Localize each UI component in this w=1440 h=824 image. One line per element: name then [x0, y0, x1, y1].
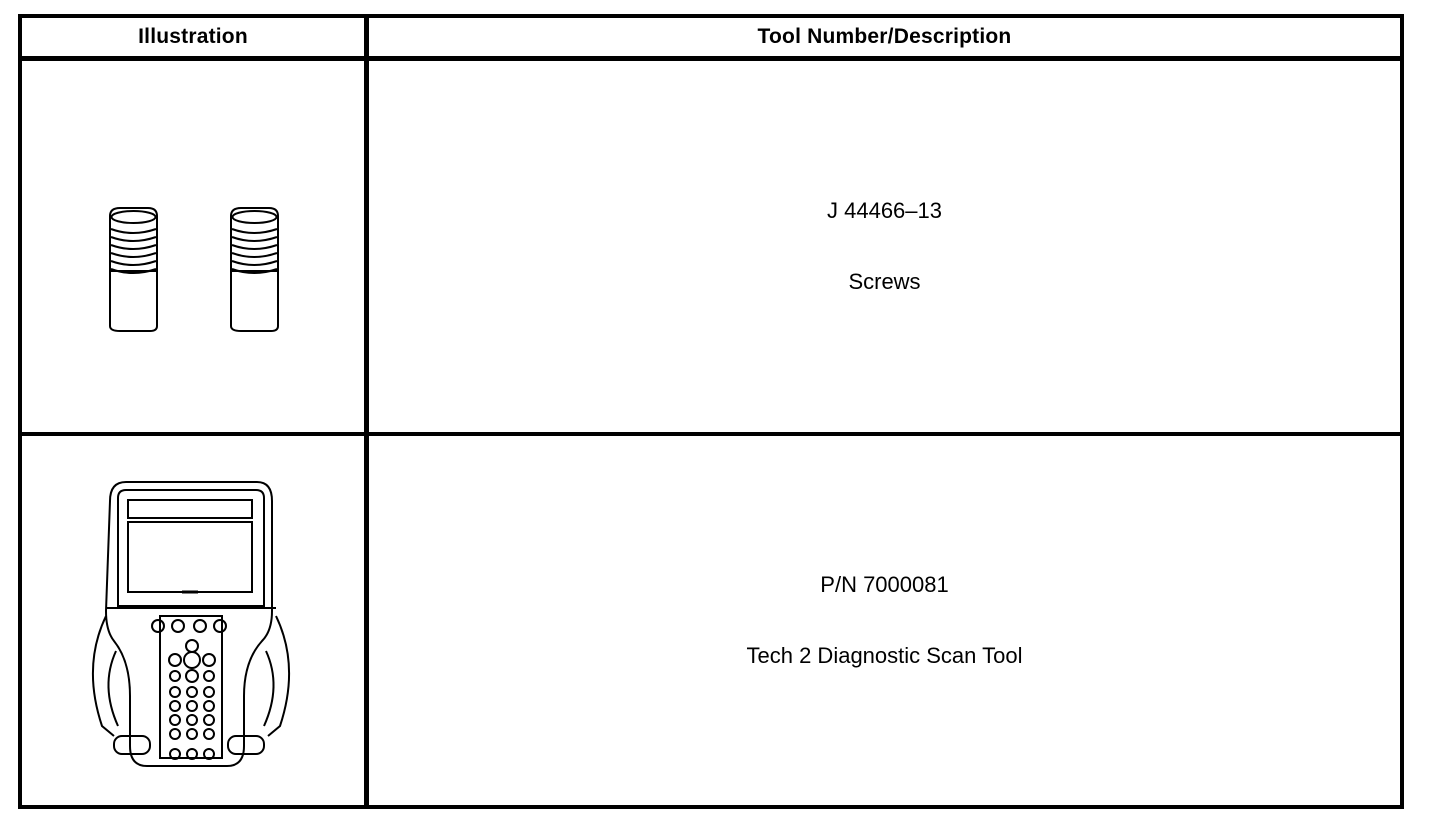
screws-icon — [22, 61, 364, 432]
tool-number-screws: J 44466–13 — [827, 197, 942, 223]
tool-description-scan-tool: Tech 2 Diagnostic Scan Tool — [746, 642, 1023, 668]
header-illustration: Illustration — [138, 25, 248, 48]
illustration-cell-scan-tool — [22, 436, 364, 805]
illustration-cell-screws — [22, 61, 364, 432]
tool-table — [18, 14, 1404, 809]
description-cell-scan-tool — [369, 436, 1400, 805]
description-cell-screws — [369, 61, 1400, 432]
tool-description-screws: Screws — [848, 268, 921, 294]
tool-number-scan-tool: P/N 7000081 — [820, 571, 949, 597]
header-tool-number-description: Tool Number/Description — [757, 25, 1012, 48]
scan-tool-icon — [22, 436, 364, 805]
